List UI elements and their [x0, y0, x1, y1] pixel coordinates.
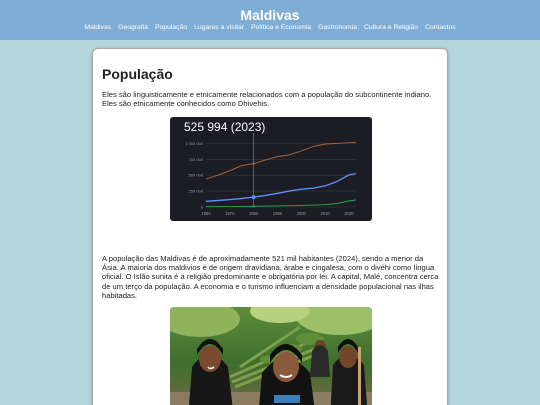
chart-ytick-label: 1 000 000 — [185, 140, 203, 146]
chart-ytick-label: 500 000 — [188, 172, 203, 178]
nav-item-contactos[interactable]: Contactos — [425, 24, 456, 31]
chart-ytick-label: 0 — [200, 204, 203, 210]
chart-xtick-label: 1970 — [225, 211, 235, 216]
top-bar — [0, 0, 540, 40]
chart-xtick-label: 2010 — [320, 211, 330, 216]
chart-series-point — [252, 195, 256, 199]
nav-item-lugares[interactable]: Lugares a visitar — [194, 24, 245, 31]
nav-item-politica[interactable]: Política e Economia — [251, 24, 312, 31]
chart-xtick-label: 1990 — [272, 211, 283, 216]
intro-paragraph: Eles são linguisticamente e etnicamente relacionados com a população do subcontinente indiano. Eles são etnicamente conhecidos como Dhivehis. — [102, 90, 432, 108]
population-chart-svg — [170, 117, 372, 221]
chart-xtick-label: 1980 — [248, 211, 259, 216]
chart-series-line — [206, 174, 356, 202]
chart-title: 525 994 (2023) — [184, 120, 266, 134]
chart-series-line — [206, 200, 356, 207]
chart-series-point — [252, 163, 254, 165]
chart-xtick-label: 2000 — [296, 211, 306, 216]
photo-women-carrying-branches-icon — [170, 307, 372, 405]
nav-item-populacao[interactable]: População — [155, 24, 188, 31]
site-title[interactable]: Maldivas — [240, 7, 300, 23]
chart-series-line — [206, 143, 356, 179]
nav-item-cultura[interactable]: Cultura e Religião — [364, 24, 419, 31]
page-title: População — [102, 66, 173, 82]
chart-ytick-label: 750 000 — [188, 156, 203, 162]
nav-item-geografia[interactable]: Geografia — [118, 24, 149, 31]
body-paragraph: A população das Maldivas é de aproximadamente 521 mil habitantes (2024), sendo a menor da Ásia. A maioria dos maldivios é de origem dravidiana, árabe e cingalesa, com o divéhi como língua oficial. O Islão sunita é a religião predominante e obrigatória por lei. A capital, Malé, concentra cerca de um terço da população. A economia e o turismo influenciam a densidade populacional nas ilhas habitadas. — [102, 254, 439, 300]
chart-xtick-label: 1960 — [201, 211, 211, 216]
content-card — [92, 48, 448, 405]
main-nav — [0, 24, 540, 31]
population-chart — [170, 117, 372, 221]
nav-item-maldivas[interactable]: Maldivas — [84, 24, 112, 31]
chart-ytick-label: 250 000 — [188, 188, 203, 194]
nav-item-gastronomia[interactable]: Gastronomia — [318, 24, 358, 31]
chart-series-point — [252, 205, 254, 207]
chart-xtick-label: 2020 — [344, 211, 354, 216]
